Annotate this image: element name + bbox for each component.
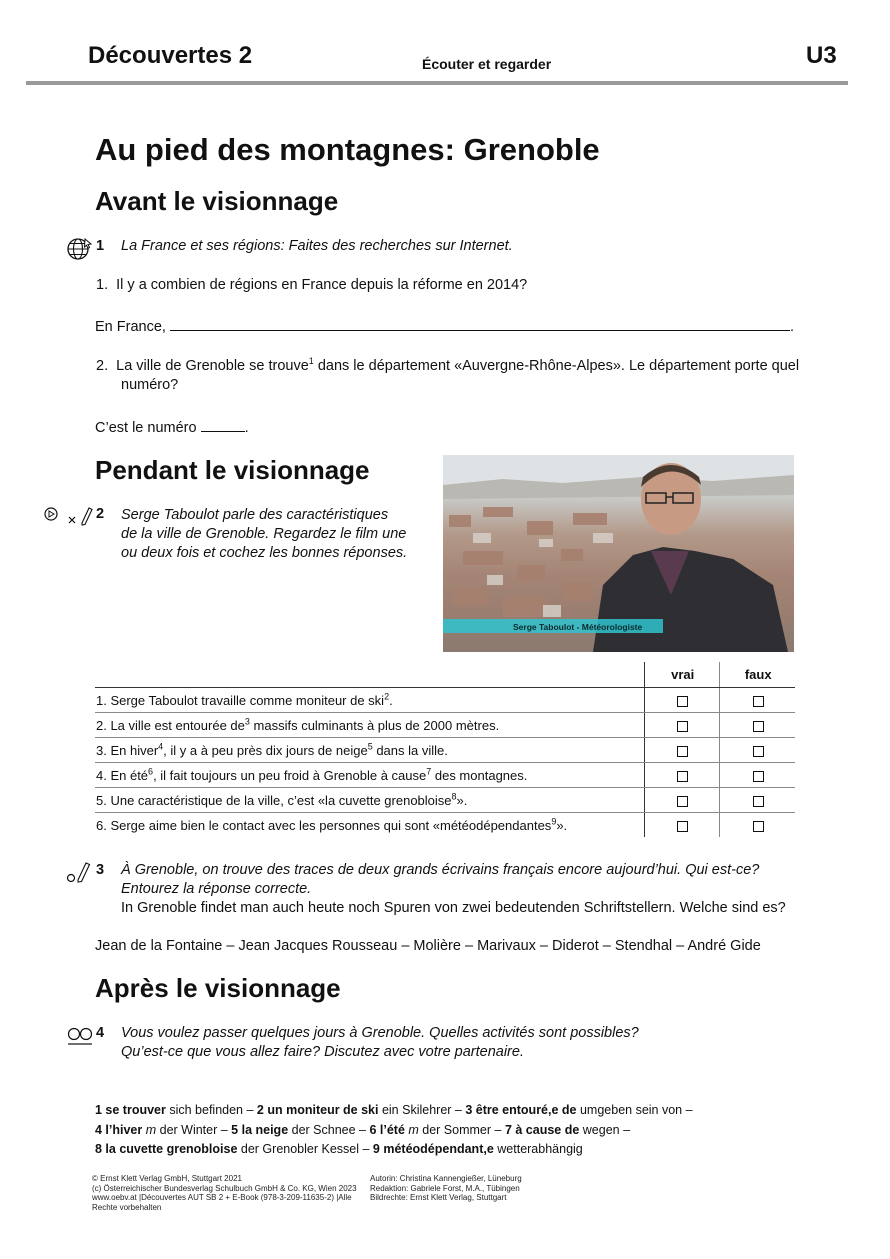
glossary-line-2: 4 l’hiver m der Winter – 5 la neige der Schnee – 6 l’été m der Sommer – 7 à cause de wegen – (95, 1122, 631, 1137)
checkbox-true-2[interactable] (677, 721, 688, 732)
statement-6: 6. Serge aime bien le contact avec les personnes qui sont «météodépendantes$^9$». (96, 816, 568, 833)
glossary-line-1: 1 se trouver sich befinden – 2 un moniteur de ski ein Skilehrer – 3 être entouré,e de umgeben sein von – (95, 1103, 693, 1117)
video-still-photo (443, 455, 794, 652)
footer-credits: Autorin: Christina Kannengießer, Lüneburg Redaktion: Gabriele Forst, M.A., Tübingen Bildrechte: Ernst Klett Verlag, Stuttgart (370, 1174, 522, 1202)
checkbox-true-3[interactable] (677, 746, 688, 757)
table-row (95, 788, 795, 813)
checkbox-false-1[interactable] (753, 696, 764, 707)
statement-1: 1. Serge Taboulot travaille comme moniteur de ski$^2$. (95, 688, 644, 713)
table-row (95, 713, 795, 738)
answer-2-suffix: . (244, 420, 249, 436)
exercise-3-line-2: Entourez la réponse correcte. (121, 881, 312, 897)
answer-2-prefix: C’est le numéro (95, 420, 197, 436)
table-row (95, 738, 795, 763)
checkbox-true-6[interactable] (677, 821, 688, 832)
header-series-title: Découvertes 2 (88, 42, 253, 69)
photo-caption: Serge Taboulot - Météorologiste (513, 622, 643, 632)
checkbox-true-1[interactable] (677, 696, 688, 707)
true-false-table (95, 662, 795, 837)
checkbox-false-6[interactable] (753, 821, 764, 832)
checkbox-false-4[interactable] (753, 771, 764, 782)
exercise-2-instruction-3: ou deux fois et cochez les bonnes réponses. (121, 545, 408, 561)
exercise-1-instruction: La France et ses régions: Faites des recherches sur Internet. (121, 238, 513, 254)
author-options[interactable]: Jean de la Fontaine – Jean Jacques Rousseau – Molière – Marivaux – Diderot – Stendhal – André Gide (95, 938, 761, 954)
answer-1-blank[interactable] (170, 316, 790, 331)
answer-1-line (95, 316, 794, 337)
exercise-3-line-3: In Grenoble findet man auch heute noch Spuren von zwei bedeutenden Schriftstellern. Welche sind es? (121, 900, 786, 916)
statement-5: 5. Une caractéristique de la ville, c’est «la cuvette grenobloise$^8$». (95, 788, 644, 813)
table-header-true: vrai (644, 662, 720, 688)
pencil-circle-icon (66, 860, 94, 884)
table-header-statement (95, 662, 644, 688)
table-row (95, 813, 795, 838)
table-row (95, 763, 795, 788)
question-2-continuation: numéro? (121, 377, 179, 393)
question-2-part-a: 2. La ville de Grenoble se trouve (96, 358, 309, 374)
header-unit-label: U3 (806, 42, 837, 69)
table-row (95, 688, 795, 713)
question-2 (96, 357, 799, 376)
exercise-number-4: 4 (96, 1025, 105, 1041)
exercise-4-line-2: Qu’est-ce que vous allez faire? Discutez avec votre partenaire. (121, 1044, 524, 1060)
answer-1-suffix: . (789, 319, 794, 335)
glossary-line-3: 8 la cuvette grenobloise der Grenobler Kessel – 9 météodépendant,e wetterabhängig (95, 1142, 583, 1156)
checkbox-true-5[interactable] (677, 796, 688, 807)
exercise-3-line-1: À Grenoble, on trouve des traces de deux grands écrivains français encore aujourd’hui. Qui est-ce? (121, 862, 760, 878)
statement-4: 4. En été$^6$, il fait toujours un peu froid à Grenoble à cause$^7$ des montagnes. (95, 763, 644, 788)
exercise-2-instruction-1: Serge Taboulot parle des caractéristiques (121, 507, 389, 523)
glossary (95, 1101, 693, 1160)
section-heading-after: Après le visionnage (95, 973, 341, 1003)
table-header-row (95, 662, 795, 688)
footer-copyright: © Ernst Klett Verlag GmbH, Stuttgart 2021 (c) Österreichischer Bundesverlag Schulbuch GmbH & Co. KG, Wien 2023 www.oebv.at |Découvertes AUT SB 2 + E-Book (978-3-209-11635-2) |Alle Rechte vorbehalten (92, 1174, 357, 1212)
answer-2-blank[interactable] (201, 417, 245, 432)
exercise-4-line-1: Vous voulez passer quelques jours à Grenoble. Quelles activités sont possibles? (121, 1025, 639, 1041)
table-header-false: faux (720, 662, 795, 688)
globe-internet-icon (66, 236, 92, 262)
checkbox-true-4[interactable] (677, 771, 688, 782)
checkbox-false-5[interactable] (753, 796, 764, 807)
partner-discussion-icon (66, 1026, 96, 1046)
question-2-part-b: dans le département «Auvergne-Rhône-Alpes». Le département porte quel (313, 358, 800, 374)
section-heading-before: Avant le visionnage (95, 186, 339, 216)
exercise-2-instruction-2: de la ville de Grenoble. Regardez le film une (121, 526, 407, 542)
video-pencil-icon (44, 506, 96, 528)
exercise-number-1: 1 (96, 238, 105, 254)
header-section-label: Écouter et regarder (422, 56, 552, 72)
exercise-number-2: 2 (96, 506, 105, 522)
question-1: 1. Il y a combien de régions en France depuis la réforme en 2014? (96, 277, 528, 293)
statement-2: 2. La ville est entourée $de^3$ massifs culminants à plus de 2000 mètres. (95, 713, 644, 738)
checkbox-false-2[interactable] (753, 721, 764, 732)
section-heading-during: Pendant le visionnage (95, 455, 370, 485)
statement-3: 3. En hiver$^4$, il y a à peu près dix jours de neige$^5$ dans la ville. (95, 738, 644, 763)
checkbox-false-3[interactable] (753, 746, 764, 757)
page-title: Au pied des montagnes: Grenoble (95, 132, 600, 167)
city-and-person-illustration (443, 455, 794, 652)
exercise-number-3: 3 (96, 862, 105, 878)
footnote-ref-1: 1 (308, 356, 314, 367)
header-divider (26, 81, 848, 85)
answer-1-prefix: En France, (95, 319, 166, 335)
answer-2-line (95, 417, 249, 438)
